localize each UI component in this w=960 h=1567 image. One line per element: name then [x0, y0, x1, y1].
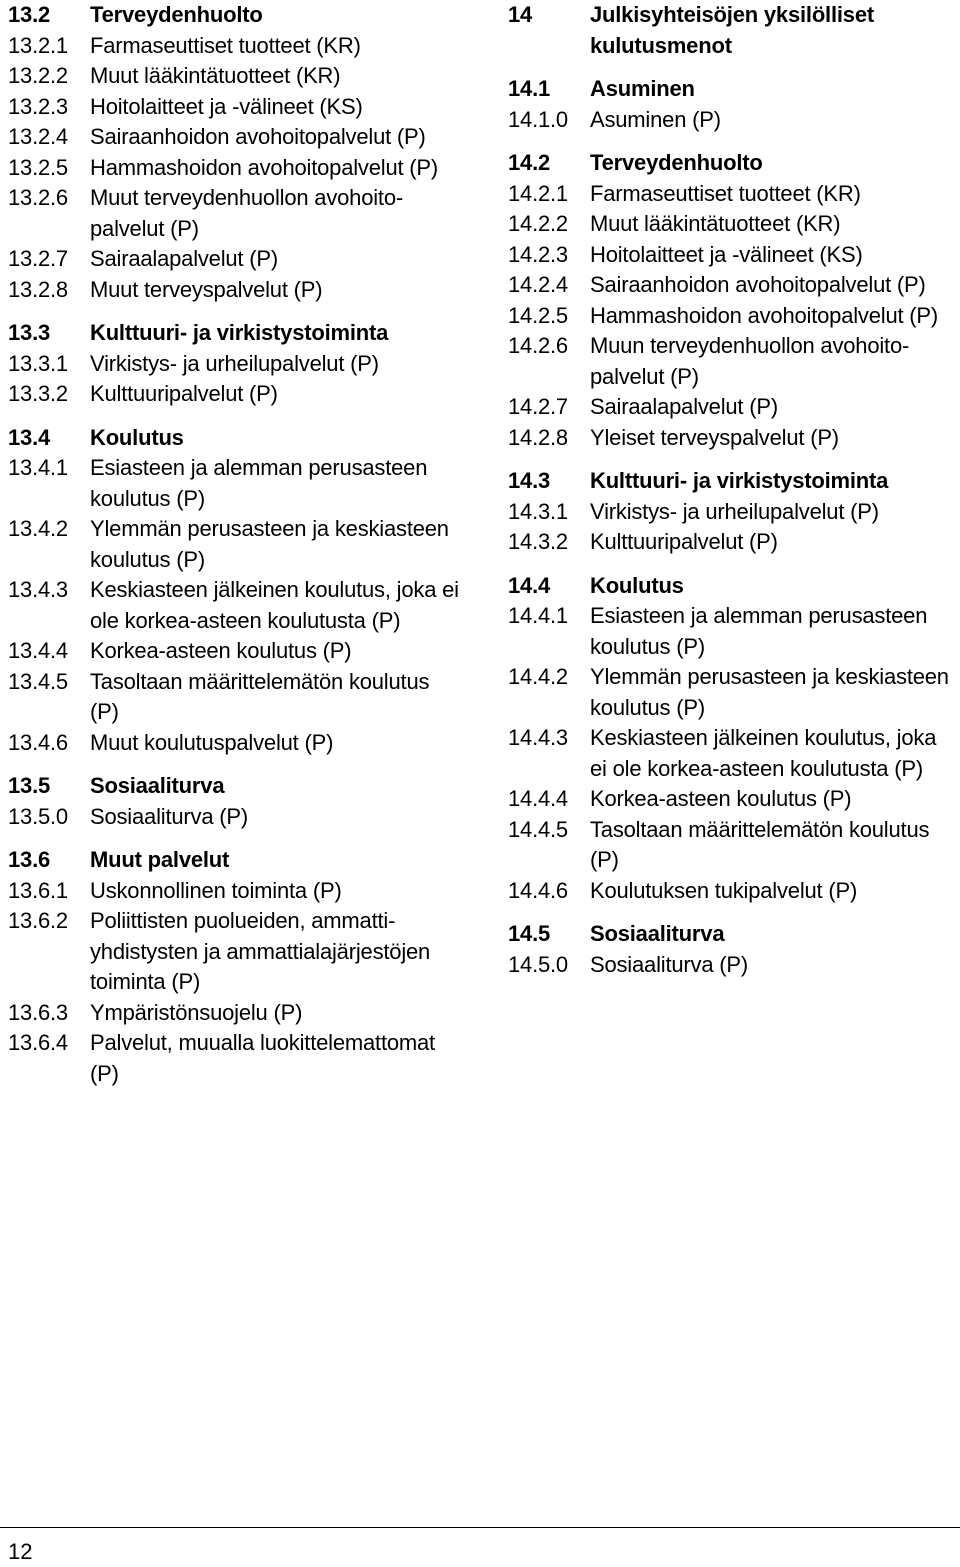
item-number: 14.2.8 — [508, 424, 568, 450]
item-label: Esiasteen ja alemman perusasteen koulutus (P) — [90, 455, 428, 511]
outline-item — [8, 61, 460, 92]
item-label: Uskonnollinen toiminta (P) — [90, 877, 342, 903]
item-number: 14.2.3 — [508, 241, 568, 267]
item-number: 13.4.4 — [8, 638, 68, 663]
item-number: 13.3.2 — [8, 381, 68, 406]
section-group — [508, 0, 958, 61]
section-number: 13.2 — [8, 2, 51, 27]
item-label: Sosiaaliturva (P) — [590, 951, 748, 977]
section-title: Asuminen — [590, 76, 695, 101]
outline-item — [508, 950, 958, 981]
item-label: Sairaanhoidon avohoitopalvelut (P) — [90, 124, 426, 149]
item-label: Koulutuksen tukipalvelut (P) — [590, 877, 858, 903]
item-number: 14.2.5 — [508, 302, 568, 328]
item-number: 14.4.3 — [508, 725, 568, 750]
outline-item — [508, 527, 958, 558]
section-number: 14 — [508, 2, 533, 27]
item-label: Muut lääkintätuotteet (KR) — [590, 211, 841, 236]
outline-item — [508, 876, 958, 907]
outline-item — [508, 331, 958, 392]
section-heading — [508, 0, 958, 61]
section-number: 14.4 — [508, 572, 551, 598]
section-title: Kulttuuri- ja virkistystoiminta — [90, 320, 389, 345]
outline-item — [508, 270, 958, 301]
item-number: 13.2.8 — [8, 276, 68, 302]
outline-item — [8, 876, 460, 907]
item-label: Kulttuuripalvelut (P) — [590, 529, 778, 554]
section-gap — [8, 832, 460, 845]
outline-item — [8, 998, 460, 1029]
section-title: Julkisyhteisöjen yksilölliset kulutusmenot — [590, 2, 874, 58]
outline-item — [8, 31, 460, 62]
item-label: Farmaseuttiset tuotteet (KR) — [590, 180, 861, 206]
section-title: Muut palvelut — [90, 847, 230, 872]
item-label: Keskiasteen jälkeinen koulutus, joka ei ole korkea-asteen koulutusta (P) — [90, 577, 459, 633]
outline-item — [8, 92, 460, 123]
footer-rule — [0, 1527, 960, 1528]
item-label: Ylemmän perusasteen ja keskiasteen koulutus (P) — [90, 516, 449, 572]
outline-item — [8, 636, 460, 667]
section-heading — [8, 845, 460, 876]
section-title: Sosiaaliturva — [90, 773, 225, 798]
section-gap — [8, 410, 460, 423]
item-number: 14.4.5 — [508, 816, 568, 842]
outline-item — [8, 728, 460, 759]
item-number: 13.3.1 — [8, 350, 68, 376]
item-label: Hammashoidon avohoitopalvelut (P) — [90, 154, 439, 180]
outline-item — [508, 423, 958, 454]
outline-item — [8, 153, 460, 184]
left-column — [8, 0, 460, 1089]
item-number: 14.2.6 — [508, 333, 568, 358]
section-number: 13.3 — [8, 320, 51, 345]
item-number: 14.4.4 — [508, 786, 568, 811]
section-group — [508, 148, 958, 453]
item-label: Muut lääkintätuotteet (KR) — [90, 63, 341, 88]
section-gap — [508, 453, 958, 466]
outline-item — [8, 802, 460, 833]
page-number: 12 — [8, 1539, 33, 1564]
item-number: 13.6.1 — [8, 877, 68, 903]
outline-item — [508, 392, 958, 423]
outline-item — [508, 497, 958, 528]
item-number: 13.2.2 — [8, 63, 68, 88]
item-label: Virkistys- ja urheilupalvelut (P) — [590, 498, 879, 524]
section-number: 13.5 — [8, 773, 51, 798]
outline-item — [8, 906, 460, 998]
item-label: Kulttuuripalvelut (P) — [90, 381, 278, 406]
item-label: Keskiasteen jälkeinen koulutus, joka ei ole korkea-asteen koulutusta (P) — [590, 725, 937, 781]
section-group — [508, 466, 958, 558]
section-group — [8, 318, 460, 410]
section-title: Terveydenhuolto — [590, 150, 763, 175]
item-number: 14.1.0 — [508, 106, 568, 132]
item-label: Korkea-asteen koulutus (P) — [90, 638, 352, 663]
section-heading — [508, 919, 958, 950]
section-group — [508, 919, 958, 980]
item-number: 13.6.4 — [8, 1030, 68, 1055]
item-number: 13.2.5 — [8, 154, 68, 180]
outline-item — [508, 601, 958, 662]
section-gap — [508, 906, 958, 919]
item-number: 14.4.1 — [508, 603, 568, 628]
section-group — [8, 423, 460, 759]
item-number: 13.4.1 — [8, 455, 68, 480]
item-number: 14.4.2 — [508, 664, 568, 689]
item-label: Muut koulutuspalvelut (P) — [90, 729, 334, 755]
item-label: Tasoltaan määrittelemätön koulutus (P) — [90, 668, 430, 724]
outline-item — [508, 815, 958, 876]
section-title: Kulttuuri- ja virkistystoiminta — [590, 468, 889, 493]
item-number: 13.6.3 — [8, 999, 68, 1025]
item-number: 14.2.7 — [508, 394, 568, 419]
item-label: Hammashoidon avohoitopalvelut (P) — [590, 302, 939, 328]
outline-item — [8, 183, 460, 244]
section-heading — [8, 423, 460, 454]
outline-item — [8, 514, 460, 575]
outline-item — [8, 453, 460, 514]
section-title: Koulutus — [90, 424, 184, 450]
outline-item — [508, 240, 958, 271]
section-title: Terveydenhuolto — [90, 2, 263, 27]
item-number: 13.2.3 — [8, 93, 68, 119]
item-number: 14.4.6 — [508, 877, 568, 903]
item-number: 13.2.7 — [8, 246, 68, 271]
section-number: 13.4 — [8, 424, 51, 450]
item-label: Sairaalapalvelut (P) — [590, 394, 778, 419]
section-number: 13.6 — [8, 847, 51, 872]
item-number: 14.2.4 — [508, 272, 568, 297]
item-label: Hoitolaitteet ja -välineet (KS) — [590, 241, 863, 267]
outline-item — [8, 349, 460, 380]
item-label: Palvelut, muualla luokittelemattomat (P) — [90, 1030, 435, 1086]
section-heading — [508, 148, 958, 179]
item-label: Korkea-asteen koulutus (P) — [590, 786, 852, 811]
item-label: Asuminen (P) — [590, 106, 721, 132]
item-label: Muut terveydenhuollon avohoito-palvelut (P) — [90, 185, 404, 241]
item-label: Virkistys- ja urheilupalvelut (P) — [90, 350, 379, 376]
item-label: Sosiaaliturva (P) — [90, 803, 248, 829]
item-number: 13.4.3 — [8, 577, 68, 602]
outline-item — [8, 667, 460, 728]
item-number: 13.5.0 — [8, 803, 68, 829]
outline-item — [508, 301, 958, 332]
section-group — [8, 845, 460, 1089]
section-number: 14.1 — [508, 76, 551, 101]
item-number: 14.3.2 — [508, 529, 568, 554]
section-heading — [8, 771, 460, 802]
outline-item — [508, 179, 958, 210]
outline-item — [508, 209, 958, 240]
item-number: 13.4.2 — [8, 516, 68, 541]
section-number: 14.5 — [508, 921, 551, 946]
section-group — [508, 571, 958, 907]
outline-item — [508, 662, 958, 723]
section-gap — [8, 758, 460, 771]
item-label: Ympäristönsuojelu (P) — [90, 999, 303, 1025]
item-number: 13.6.2 — [8, 908, 68, 933]
section-gap — [508, 558, 958, 571]
outline-item — [508, 105, 958, 136]
section-heading — [508, 571, 958, 602]
section-heading — [8, 318, 460, 349]
item-label: Hoitolaitteet ja -välineet (KS) — [90, 93, 363, 119]
item-number: 14.2.1 — [508, 180, 568, 206]
item-label: Sairaalapalvelut (P) — [90, 246, 278, 271]
outline-item — [8, 379, 460, 410]
outline-item — [508, 723, 958, 784]
section-heading — [508, 74, 958, 105]
section-title: Sosiaaliturva — [590, 921, 725, 946]
item-label: Tasoltaan määrittelemätön koulutus (P) — [590, 816, 930, 872]
section-gap — [8, 305, 460, 318]
section-gap — [508, 135, 958, 148]
item-number: 13.4.5 — [8, 668, 68, 694]
item-label: Poliittisten puolueiden, ammatti-yhdistysten ja ammattialajärjestöjen toiminta (P) — [90, 908, 431, 994]
section-title: Koulutus — [590, 572, 684, 598]
section-gap — [508, 61, 958, 74]
item-number: 14.2.2 — [508, 211, 568, 236]
item-number: 14.5.0 — [508, 951, 568, 977]
section-heading — [508, 466, 958, 497]
outline-item — [8, 122, 460, 153]
outline-item — [508, 784, 958, 815]
section-number: 14.3 — [508, 468, 551, 493]
item-label: Farmaseuttiset tuotteet (KR) — [90, 32, 361, 58]
item-number: 13.2.4 — [8, 124, 68, 149]
outline-item — [8, 575, 460, 636]
item-number: 13.4.6 — [8, 729, 68, 755]
outline-item — [8, 244, 460, 275]
section-group — [8, 0, 460, 305]
item-label: Ylemmän perusasteen ja keskiasteen koulutus (P) — [590, 664, 949, 720]
outline-item — [8, 275, 460, 306]
outline-item — [8, 1028, 460, 1089]
item-label: Yleiset terveyspalvelut (P) — [590, 424, 839, 450]
item-label: Muun terveydenhuollon avohoito-palvelut (P) — [590, 333, 910, 389]
right-column — [508, 0, 958, 980]
section-group — [508, 74, 958, 135]
item-number: 13.2.6 — [8, 185, 68, 210]
item-label: Muut terveyspalvelut (P) — [90, 276, 323, 302]
section-number: 14.2 — [508, 150, 551, 175]
section-heading — [8, 0, 460, 31]
item-number: 13.2.1 — [8, 32, 68, 58]
item-number: 14.3.1 — [508, 498, 568, 524]
section-group — [8, 771, 460, 832]
item-label: Sairaanhoidon avohoitopalvelut (P) — [590, 272, 926, 297]
item-label: Esiasteen ja alemman perusasteen koulutus (P) — [590, 603, 928, 659]
